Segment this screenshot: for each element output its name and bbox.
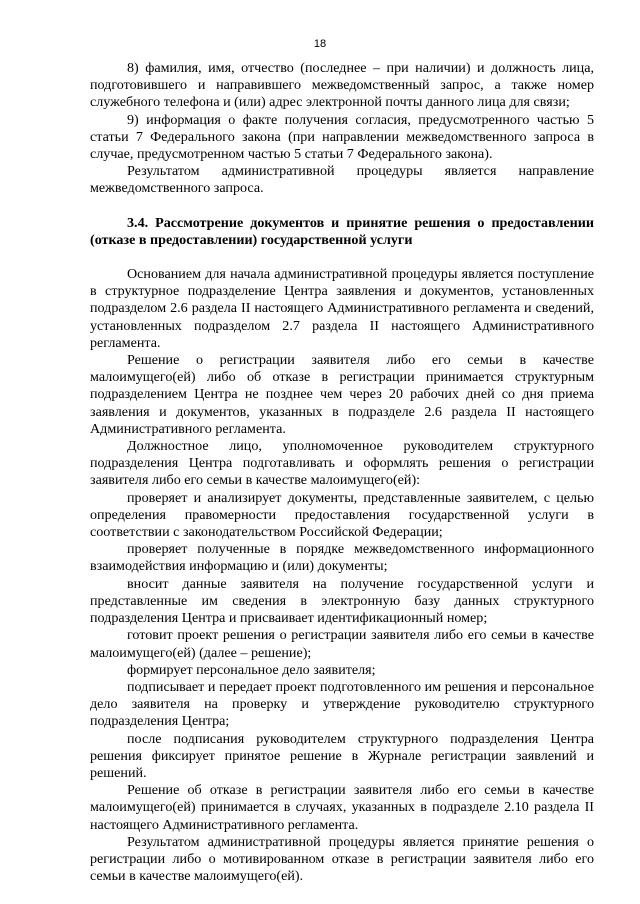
paragraph-checks-documents: проверяет и анализирует документы, представленные заявителем, с целью определения правомерности предоставления государственной услуги в соответствии с законодательством Российской Федерации;: [90, 489, 594, 541]
paragraph-signs-transfers: подписывает и передает проект подготовленного им решения и персональное дело заявителя на проверку и утверждение руководителю структурного подразделения Центра;: [90, 678, 594, 730]
section-heading: 3.4. Рассмотрение документов и принятие решения о предоставлении (отказе в предоставлении) государственной услуги: [90, 214, 594, 248]
document-body: [90, 60, 594, 885]
paragraph-decision-deadline: Решение о регистрации заявителя либо его семьи в качестве малоимущего(ей) либо об отказе в регистрации принимается структурным подразделением Центра не позднее чем через 20 рабочих дней со дня приема заявления и документов, указанных в подразделе 2.6 раздела II настоящего Административного регламента.: [90, 352, 594, 437]
paragraph-basis: Основанием для начала административной процедуры является поступление в структурное подразделение Центра заявления и документов, установленных подразделом 2.6 раздела II настоящего Административного регламента и сведений, установленных подразделом 2.7 раздела II настоящего Административного регламента.: [90, 266, 594, 351]
paragraph-result-request: Результатом административной процедуры является направление межведомственного запроса.: [90, 163, 594, 197]
paragraph-forms-file: формирует персональное дело заявителя;: [127, 661, 376, 678]
paragraph-records-decision: после подписания руководителем структурного подразделения Центра решения фиксирует принятое решение в Журнале регистрации заявлений и решений.: [90, 730, 594, 781]
paragraph-result-decision: Результатом административной процедуры является принятие решения о регистрации либо о мотивированном отказе в регистрации заявителя либо его семьи в качестве малоимущего(ей).: [90, 833, 594, 885]
paragraph-item-9: 9) информация о факте получения согласия, предусмотренного частью 5 статьи 7 Федерального закона (при направлении межведомственного запроса в случае, предусмотренном частью 5 статьи 7 Федерального закона).: [90, 111, 594, 163]
page-number: 18: [313, 38, 327, 50]
paragraph-enters-data: вносит данные заявителя на получение государственной услуги и представленные им сведения в электронную базу данных структурного подразделения Центра и присваивает идентификационный номер;: [90, 575, 594, 627]
paragraph-checks-interagency: проверяет полученные в порядке межведомственного информационного взаимодействия информацию и (или) документы;: [90, 541, 594, 575]
paragraph-prepares-draft: готовит проект решения о регистрации заявителя либо его семьи в качестве малоимущего(ей) (далее – решение);: [90, 627, 594, 661]
paragraph-refusal-cases: Решение об отказе в регистрации заявителя либо его семьи в качестве малоимущего(ей) принимается в случаях, указанных в подразделе 2.10 раздела II настоящего Административного регламента.: [90, 782, 594, 833]
paragraph-official-duties: Должностное лицо, уполномоченное руководителем структурного подразделения Центра подготавливать и оформлять решения о регистрации заявителя либо его семьи в качестве малоимущего(ей):: [90, 438, 594, 489]
paragraph-item-8: 8) фамилия, имя, отчество (последнее – при наличии) и должность лица, подготовившего и направившего межведомственный запрос, а также номер служебного телефона и (или) адрес электронной почты данного лица для связи;: [90, 60, 594, 111]
